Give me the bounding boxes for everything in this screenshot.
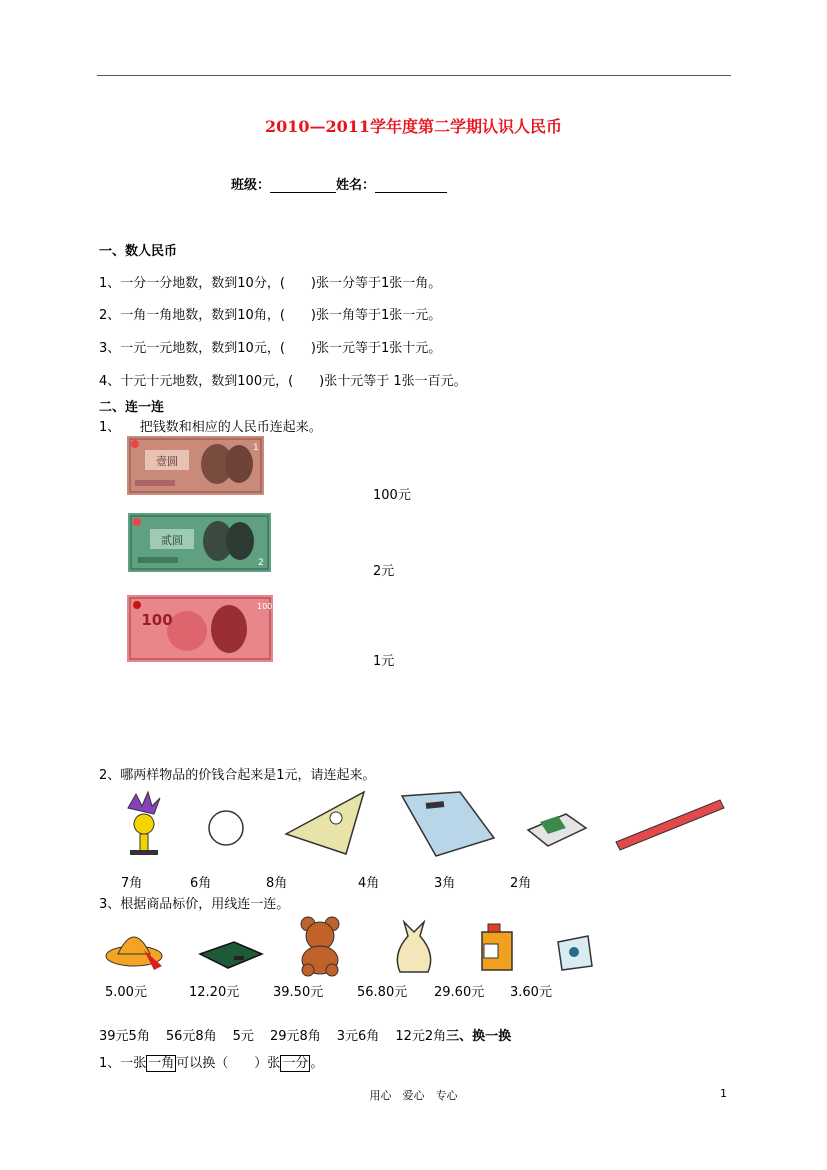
amount-label: 2元 <box>373 564 395 579</box>
banknote-denomination: 壹圆 <box>156 455 178 468</box>
banknote-denomination: 100 <box>141 611 173 629</box>
price-label: 5.00元 <box>105 985 147 1000</box>
hundred-yuan-banknote-icon <box>127 595 273 662</box>
two-yuan-banknote-icon <box>128 513 271 572</box>
section-3-heading: 三、换一换 <box>446 1029 512 1044</box>
price-label: 8角 <box>266 876 288 891</box>
price-label: 4角 <box>358 876 380 891</box>
price-label: 29.60元 <box>434 985 485 1000</box>
question-item: 3、一元一元地数，数到10元，( )张一元等于1张十元。 <box>99 341 442 356</box>
name-blank[interactable] <box>375 178 447 193</box>
class-label: 班级： <box>231 178 271 193</box>
teddy-bear-icon <box>301 917 339 976</box>
banknote-corner-label: 2 <box>258 558 264 568</box>
question-2-1: 1、 把钱数和相应的人民币连起来。 <box>99 420 322 435</box>
amount-label: 100元 <box>373 488 411 503</box>
question-3-1 <box>99 1052 323 1071</box>
student-info <box>231 174 447 193</box>
money-value: 29元8角 <box>269 1029 321 1044</box>
price-label: 2角 <box>510 876 532 891</box>
page-number: 1 <box>720 1087 727 1100</box>
sun-hat-icon <box>106 937 162 970</box>
price-label: 12.20元 <box>189 985 240 1000</box>
page-title: 2010—2011学年度第二学期认识人民币 <box>264 117 563 136</box>
price-label: 6角 <box>190 876 212 891</box>
question-2-2: 2、哪两样物品的价钱合起来是1元，请连起来。 <box>99 768 376 783</box>
notebook-icon <box>402 792 494 856</box>
price-label: 3角 <box>434 876 456 891</box>
q3-items-row <box>104 914 604 976</box>
triangle-ruler-icon <box>286 792 364 854</box>
price-label: 56.80元 <box>357 985 408 1000</box>
money-value: 56元8角 <box>165 1029 217 1044</box>
banknote-denomination: 贰圆 <box>161 534 183 547</box>
pencil-icon <box>616 800 724 850</box>
header-rule <box>97 75 731 76</box>
amount-label: 1元 <box>373 654 395 669</box>
question-text: 1、一张 <box>99 1056 147 1071</box>
juice-jug-icon <box>482 924 512 970</box>
question-text: 可以换（ ）张 <box>176 1056 281 1071</box>
price-label: 39.50元 <box>273 985 324 1000</box>
eraser-icon <box>528 814 586 846</box>
banknote-corner-label: 100 <box>257 602 273 611</box>
banknote-corner-label: 1 <box>253 443 259 453</box>
question-item: 4、十元十元地数，数到100元，( )张十元等于 1张一百元。 <box>99 374 467 389</box>
section-2-heading: 二、连一连 <box>99 400 165 415</box>
ball-icon <box>209 811 243 845</box>
footer-motto: 用心 爱心 专心 <box>369 1089 458 1102</box>
money-value: 5元 <box>232 1029 254 1044</box>
money-value: 3元6角 <box>336 1029 380 1044</box>
section-1-heading: 一、数人民币 <box>99 244 178 259</box>
flour-sack-icon <box>397 922 430 972</box>
money-row <box>99 1025 511 1044</box>
question-2-3: 3、根据商品标价，用线连一连。 <box>99 897 290 912</box>
money-value: 39元5角 <box>99 1029 150 1044</box>
question-text: 。 <box>310 1056 324 1071</box>
one-yuan-banknote-icon <box>127 436 264 495</box>
price-label: 3.60元 <box>510 985 552 1000</box>
price-label: 7角 <box>121 876 143 891</box>
money-value: 12元2角 <box>395 1029 447 1044</box>
pencil-case-icon <box>200 942 262 968</box>
boxed-term: 一分 <box>282 1056 309 1071</box>
snack-box-icon <box>558 936 592 970</box>
question-item: 2、一角一角地数，数到10角，( )张一角等于1张一元。 <box>99 308 442 323</box>
jester-toy-icon <box>128 792 160 855</box>
class-blank[interactable] <box>270 178 336 193</box>
q2-items-row <box>108 790 728 860</box>
question-item: 1、一分一分地数，数到10分，( )张一分等于1张一角。 <box>99 276 442 291</box>
name-label: 姓名： <box>336 178 376 193</box>
boxed-term: 一角 <box>148 1056 175 1071</box>
